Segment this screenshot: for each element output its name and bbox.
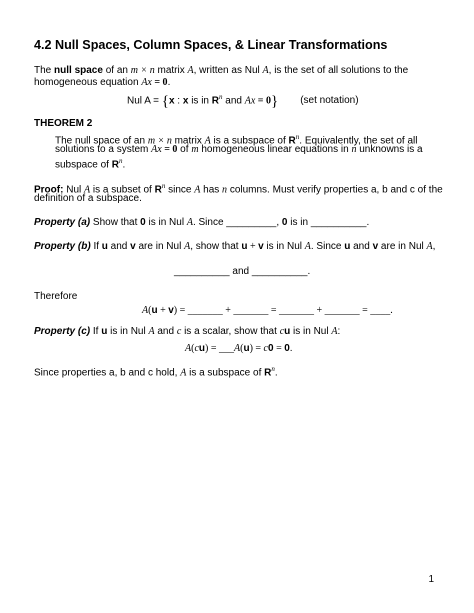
math-R: R: [288, 135, 296, 147]
conclusion: [34, 363, 278, 379]
math-paren: (: [191, 343, 195, 354]
math-R: R: [111, 159, 119, 171]
math-A: A: [84, 184, 91, 196]
text: has: [200, 184, 223, 196]
text: :: [337, 326, 341, 337]
text: .: [274, 367, 278, 379]
math-c: c: [263, 343, 268, 354]
math-A: A: [186, 217, 193, 228]
math-zero-vector: 0: [281, 217, 288, 228]
definition-line-2: [34, 76, 170, 89]
text: is in Nul: [290, 326, 332, 337]
math-c: c: [176, 326, 182, 337]
math-u: u: [284, 326, 291, 337]
math-A: A: [262, 65, 269, 76]
math-v: v: [372, 241, 379, 252]
text: since: [165, 184, 195, 196]
math-n: n: [351, 144, 357, 155]
text: and: [350, 241, 373, 252]
math-u: u: [101, 241, 108, 252]
math-zero-vector: 0: [140, 217, 146, 228]
section-title: 4.2 Null Spaces, Column Spaces, & Linear Transformations: [34, 38, 388, 52]
text: .: [122, 159, 126, 171]
math-R: R: [264, 367, 272, 379]
text: homogeneous linear equations in: [198, 144, 352, 155]
math-superscript-n: n: [271, 365, 275, 373]
text: solutions to a system: [55, 144, 152, 155]
math-paren: (: [240, 343, 244, 354]
math-u: u: [151, 305, 158, 316]
text: The: [34, 65, 55, 76]
text: of: [177, 144, 192, 155]
text: Show that: [90, 217, 141, 228]
math-A: A: [204, 135, 211, 147]
text: unknowns is a: [356, 144, 423, 155]
math-v: v: [168, 305, 174, 316]
math-n: n: [222, 184, 228, 196]
text: and: [107, 241, 131, 252]
text: and: [222, 95, 245, 107]
text: and: [154, 326, 177, 337]
math-paren: ) =: [249, 343, 264, 354]
math-superscript-n: n: [295, 133, 300, 141]
math-A: A: [304, 241, 311, 252]
property-c: [34, 325, 340, 338]
text: is in Nul: [263, 241, 305, 252]
text: If: [90, 326, 102, 337]
theorem-line-3: [55, 155, 125, 171]
text: is a scalar, show that: [181, 326, 280, 337]
math-A: A: [234, 343, 241, 354]
text: . Equivalently, the set of all: [299, 135, 418, 147]
text: .: [289, 343, 293, 354]
math-u: u: [344, 241, 351, 252]
math-c: c: [279, 326, 285, 337]
set-notation: [127, 91, 359, 108]
property-a-label: Property (a): [34, 217, 91, 228]
text: is a subset of: [90, 184, 155, 196]
property-c-label: Property (c): [34, 326, 91, 337]
math-v: v: [258, 241, 264, 252]
property-b-label: Property (b): [34, 241, 91, 252]
math-paren: (: [148, 305, 152, 316]
math-A: A: [331, 326, 338, 337]
text: are in Nul: [378, 241, 427, 252]
text: ,: [432, 241, 436, 252]
term-null-space: null space: [54, 65, 103, 76]
math-zero-vector: 0: [284, 343, 290, 354]
math-m: m: [191, 144, 199, 155]
property-b-blanks: __________ and __________.: [174, 266, 311, 277]
text: :: [174, 95, 183, 107]
math-u: u: [243, 343, 250, 354]
proof-line-2: definition of a subspace.: [34, 193, 142, 204]
math-A: A: [142, 305, 149, 316]
property-a: [34, 216, 369, 229]
brace-open: {: [161, 93, 169, 110]
text: , show that: [190, 241, 242, 252]
math-plus: +: [247, 241, 259, 252]
text: Nul: [63, 184, 85, 196]
property-c-equation: [185, 342, 293, 355]
math-A: A: [187, 65, 194, 76]
math-nul-lhs: Nul A =: [127, 95, 162, 107]
text: matrix: [171, 135, 205, 147]
math-superscript-n: n: [219, 93, 223, 101]
text: is in Nul: [145, 217, 187, 228]
math-Ax: Ax: [141, 77, 152, 88]
therefore-equation: [142, 304, 393, 317]
text: columns. Must verify properties a, b and c of the: [227, 184, 443, 196]
text: Since properties a, b and c hold,: [34, 367, 181, 379]
math-x: x: [168, 95, 175, 107]
proof-label: Proof:: [34, 184, 64, 196]
text: is a subspace of: [210, 135, 289, 147]
page-number: 1: [428, 574, 434, 585]
text: The null space of an: [55, 135, 148, 147]
text: is in __________.: [287, 217, 370, 228]
text: , is the set of all solutions to the: [268, 65, 409, 76]
text: .: [167, 77, 171, 88]
text: is in Nul: [107, 326, 149, 337]
text: . Since: [310, 241, 345, 252]
set-notation-note: (set notation): [300, 95, 359, 107]
math-A: A: [194, 184, 201, 196]
text: is a subspace of: [186, 367, 265, 379]
math-equals: =: [273, 343, 285, 354]
math-mxn: m × n: [130, 65, 155, 76]
therefore-word: Therefore: [34, 291, 78, 302]
math-v: v: [130, 241, 136, 252]
theorem-heading: THEOREM 2: [34, 118, 93, 129]
property-b: [34, 240, 435, 253]
math-blank: ) = ___: [205, 343, 234, 354]
math-R: R: [211, 95, 219, 107]
math-zero-vector: 0: [268, 343, 274, 354]
math-A: A: [180, 367, 187, 379]
text: are in Nul: [135, 241, 185, 252]
text: . Since _________,: [192, 217, 282, 228]
math-eq-zero: = 0: [255, 95, 271, 107]
math-A: A: [184, 241, 191, 252]
math-x: x: [182, 95, 189, 107]
math-A: A: [148, 326, 155, 337]
text: If: [90, 241, 102, 252]
math-A: A: [426, 241, 433, 252]
text: , written as Nul: [193, 65, 263, 76]
math-eq-zero: = 0: [161, 144, 178, 155]
math-Ax: Ax: [151, 144, 162, 155]
math-u: u: [198, 343, 206, 354]
text: homogeneous equation: [34, 77, 142, 88]
text: of an: [102, 65, 131, 76]
math-u: u: [241, 241, 248, 252]
text: is in: [188, 95, 212, 107]
text: matrix: [154, 65, 188, 76]
math-u: u: [101, 326, 108, 337]
math-eq-zero: = 0: [151, 77, 168, 88]
text: subspace of: [55, 159, 112, 171]
brace-close: }: [271, 93, 279, 110]
math-plus: +: [157, 305, 169, 316]
math-A: A: [185, 343, 192, 354]
math-blanks: ) = _______ + _______ = _______ + _______ = ____.: [173, 305, 393, 316]
math-superscript-n: n: [118, 157, 123, 165]
math-c: c: [194, 343, 199, 354]
math-Ax: Ax: [244, 95, 256, 107]
math-mxn: m × n: [147, 135, 172, 147]
math-R: R: [154, 184, 162, 196]
math-superscript-n: n: [161, 182, 166, 190]
